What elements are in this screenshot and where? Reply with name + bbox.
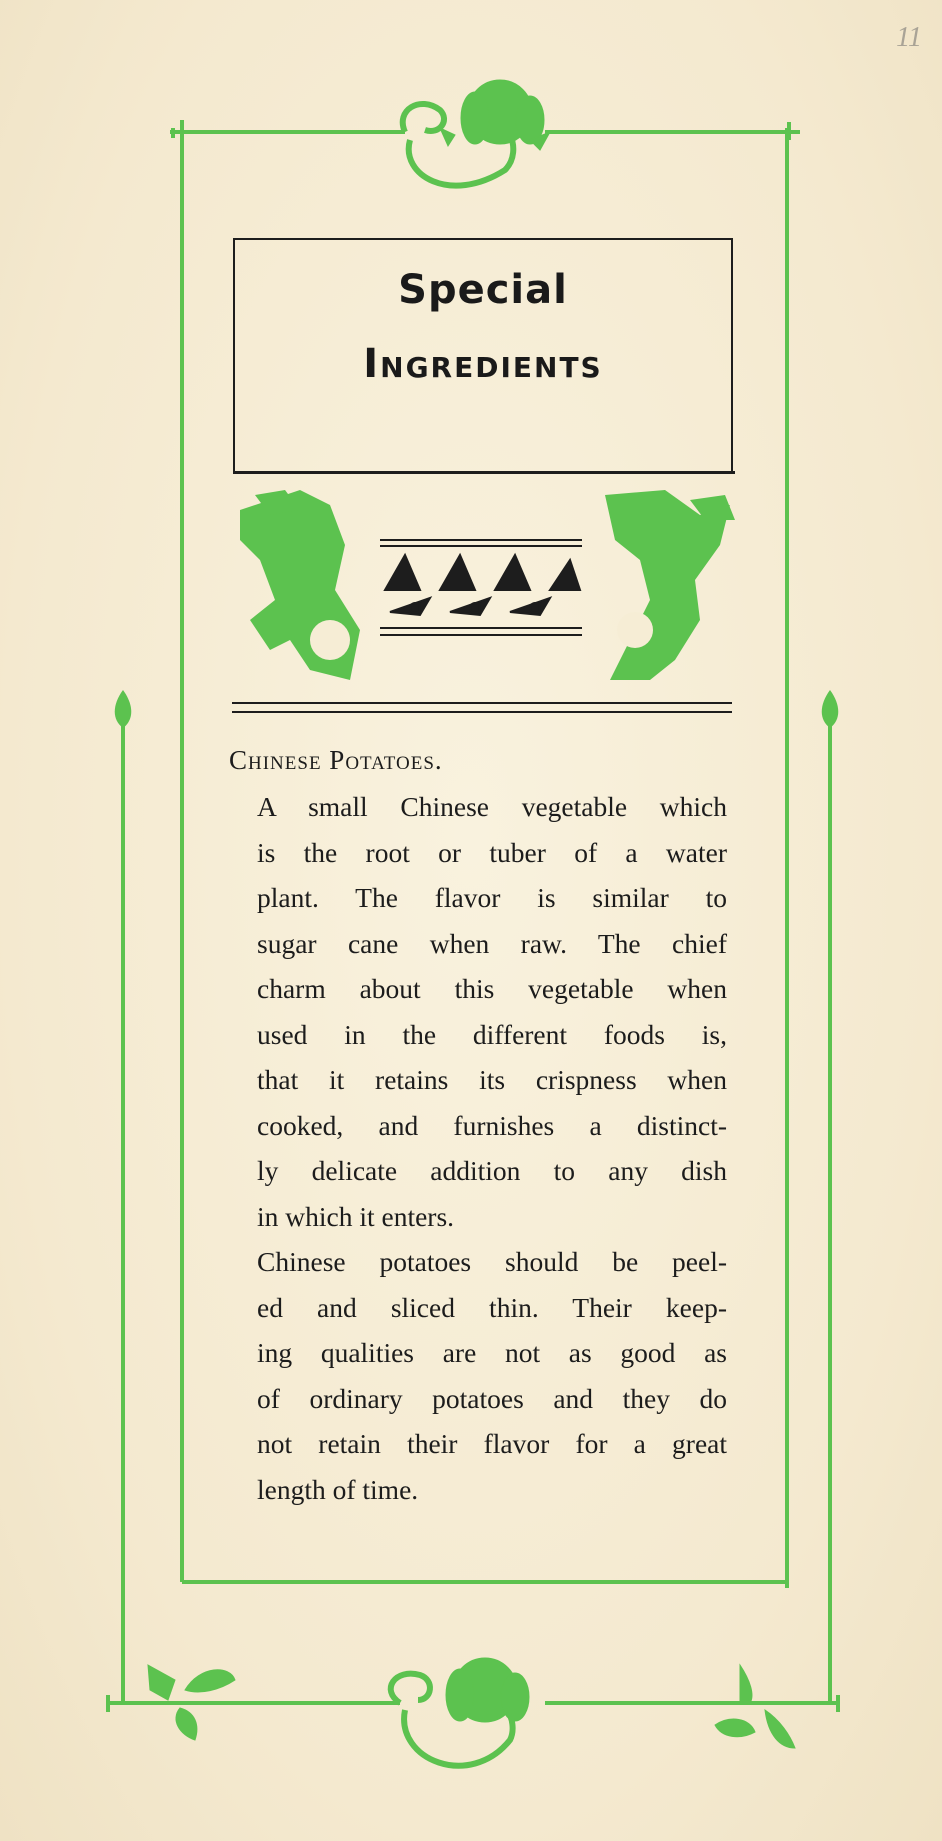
right-griffin-ornament (605, 490, 735, 680)
side-bud-ornaments (115, 690, 839, 728)
body-line: not retain their flavor for a great (257, 1428, 727, 1459)
left-griffin-ornament (240, 490, 360, 680)
title-box-shadow (235, 471, 735, 474)
body-line: ed and sliced thin. Their keep- (257, 1291, 727, 1323)
body-line: A small Chinese vegetable which (257, 791, 727, 822)
body-line: is the root or tuber of a water (257, 836, 727, 868)
title-box (233, 238, 733, 474)
title-special: Special (398, 267, 568, 313)
section-heading: Chinese Potatoes. (229, 745, 443, 775)
body-line: charm about this vegetable when (257, 973, 727, 1004)
body-line: length of time. (257, 1473, 419, 1505)
body-line: ly delicate addition to any dish (257, 1155, 727, 1186)
bottom-flower-ornament (148, 1658, 795, 1766)
title-line-1 (235, 267, 731, 313)
body-line: in which it enters. (257, 1200, 455, 1232)
page-number: 11 (896, 22, 922, 53)
top-flower-ornament (403, 80, 550, 186)
body-line: Chinese potatoes should be peel- (257, 1246, 727, 1277)
body-line: plant. The flavor is similar to (257, 882, 727, 913)
center-ornament (380, 540, 582, 635)
title-ingredients: Ingredients (363, 341, 603, 387)
title-line-2 (235, 341, 731, 387)
body-line: of ordinary potatoes and they do (257, 1382, 727, 1414)
section-body (257, 784, 727, 1512)
body-line: sugar cane when raw. The chief (257, 927, 727, 959)
body-line: cooked, and furnishes a distinct- (257, 1109, 727, 1141)
body-line: that it retains its crispness when (257, 1064, 727, 1095)
body-line: ing qualities are not as good as (257, 1337, 727, 1368)
body-line: used in the different foods is, (257, 1018, 727, 1050)
